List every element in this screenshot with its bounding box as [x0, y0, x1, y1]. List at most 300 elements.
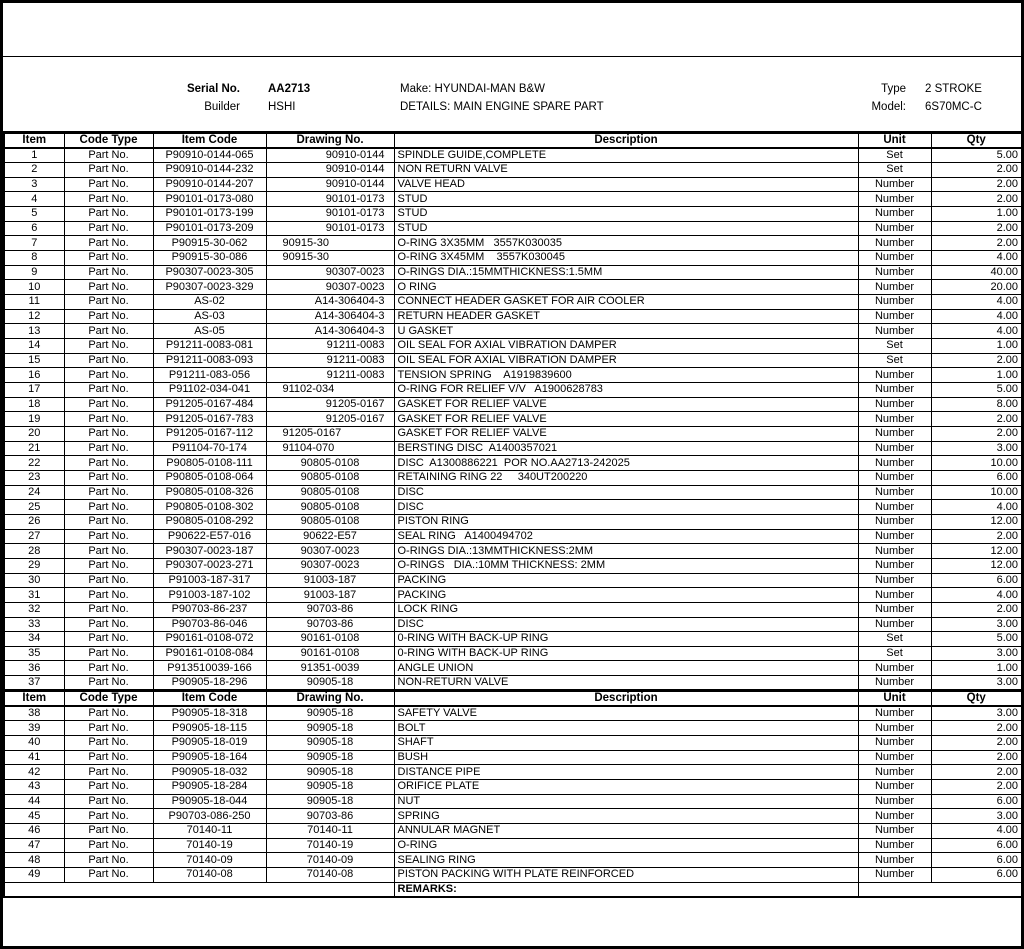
cell-qty: 2.00 — [931, 721, 1022, 736]
cell-code-type: Part No. — [64, 148, 153, 163]
cell-unit: Number — [858, 676, 931, 691]
cell-item: 45 — [4, 809, 64, 824]
cell-item: 44 — [4, 794, 64, 809]
cell-description: NON RETURN VALVE — [394, 163, 858, 178]
cell-qty: 8.00 — [931, 397, 1022, 412]
cell-qty: 4.00 — [931, 500, 1022, 515]
cell-drawing-no: 90703-86 — [266, 602, 394, 617]
cell-item: 5 — [4, 207, 64, 222]
cell-description: PACKING — [394, 573, 858, 588]
cell-item: 32 — [4, 602, 64, 617]
type-value: 2 STROKE — [925, 83, 982, 95]
cell-item-code: P91205-0167-783 — [153, 412, 266, 427]
table-row — [4, 765, 1022, 780]
cell-item-code: P90905-18-115 — [153, 721, 266, 736]
cell-unit: Set — [858, 353, 931, 368]
cell-drawing-no: 90915-30 — [266, 236, 394, 251]
cell-qty: 20.00 — [931, 280, 1022, 295]
cell-item: 46 — [4, 823, 64, 838]
cell-description: SPINDLE GUIDE,COMPLETE — [394, 148, 858, 163]
cell-unit: Number — [858, 721, 931, 736]
cell-drawing-no: 90910-0144 — [266, 177, 394, 192]
cell-description: O-RING 3X45MM 3557K030045 — [394, 251, 858, 266]
cell-drawing-no: 90703-86 — [266, 809, 394, 824]
cell-item: 38 — [4, 706, 64, 721]
cell-qty: 4.00 — [931, 309, 1022, 324]
cell-item-code: P90101-0173-080 — [153, 192, 266, 207]
cell-code-type: Part No. — [64, 573, 153, 588]
cell-code-type: Part No. — [64, 721, 153, 736]
cell-description: ANGLE UNION — [394, 661, 858, 676]
cell-drawing-no: 90307-0023 — [266, 544, 394, 559]
cell-item: 23 — [4, 470, 64, 485]
cell-drawing-no: 90161-0108 — [266, 646, 394, 661]
cell-drawing-no: 90805-0108 — [266, 470, 394, 485]
cell-qty: 4.00 — [931, 823, 1022, 838]
cell-drawing-no: 90101-0173 — [266, 192, 394, 207]
cell-drawing-no: 90307-0023 — [266, 280, 394, 295]
cell-unit: Number — [858, 706, 931, 721]
cell-item: 6 — [4, 221, 64, 236]
cell-code-type: Part No. — [64, 309, 153, 324]
cell-unit: Number — [858, 514, 931, 529]
cell-description: STUD — [394, 192, 858, 207]
cell-drawing-no: 90805-0108 — [266, 500, 394, 515]
cell-item: 18 — [4, 397, 64, 412]
cell-description: BOLT — [394, 721, 858, 736]
cell-unit: Number — [858, 485, 931, 500]
cell-unit: Number — [858, 838, 931, 853]
cell-item-code: P90910-0144-232 — [153, 163, 266, 178]
cell-description: SAFETY VALVE — [394, 706, 858, 721]
cell-item-code: P91104-70-174 — [153, 441, 266, 456]
cell-item-code: P91211-083-056 — [153, 368, 266, 383]
table-row — [4, 309, 1022, 324]
cell-item: 14 — [4, 339, 64, 354]
table-row — [4, 529, 1022, 544]
cell-description: U GASKET — [394, 324, 858, 339]
cell-qty: 6.00 — [931, 470, 1022, 485]
column-header: Drawing No. — [266, 133, 394, 149]
table-row — [4, 721, 1022, 736]
cell-drawing-no: 90805-0108 — [266, 456, 394, 471]
cell-qty: 2.00 — [931, 426, 1022, 441]
cell-item: 27 — [4, 529, 64, 544]
cell-unit: Number — [858, 368, 931, 383]
cell-drawing-no: 90703-86 — [266, 617, 394, 632]
builder-label: Builder — [204, 101, 240, 113]
cell-drawing-no: 90307-0023 — [266, 265, 394, 280]
cell-qty: 2.00 — [931, 779, 1022, 794]
table-row — [4, 485, 1022, 500]
cell-item-code: P90805-0108-064 — [153, 470, 266, 485]
cell-description: ORIFICE PLATE — [394, 779, 858, 794]
column-header: Description — [394, 691, 858, 707]
cell-item-code: P90101-0173-199 — [153, 207, 266, 222]
cell-code-type: Part No. — [64, 295, 153, 310]
cell-description: DISC — [394, 617, 858, 632]
model-value: 6S70MC-C — [925, 101, 982, 113]
cell-qty: 3.00 — [931, 809, 1022, 824]
cell-qty: 3.00 — [931, 646, 1022, 661]
table-row — [4, 383, 1022, 398]
cell-code-type: Part No. — [64, 412, 153, 427]
table-row — [4, 706, 1022, 721]
cell-item-code: P90307-0023-305 — [153, 265, 266, 280]
cell-drawing-no: 90905-18 — [266, 676, 394, 691]
table-row — [4, 163, 1022, 178]
cell-item-code: AS-05 — [153, 324, 266, 339]
cell-code-type: Part No. — [64, 177, 153, 192]
cell-code-type: Part No. — [64, 661, 153, 676]
cell-description: DISTANCE PIPE — [394, 765, 858, 780]
table-row — [4, 838, 1022, 853]
cell-description: OIL SEAL FOR AXIAL VIBRATION DAMPER — [394, 353, 858, 368]
cell-unit: Number — [858, 500, 931, 515]
cell-description: STUD — [394, 207, 858, 222]
cell-drawing-no: 90101-0173 — [266, 221, 394, 236]
cell-item-code: P90805-0108-302 — [153, 500, 266, 515]
cell-description: GASKET FOR RELIEF VALVE — [394, 426, 858, 441]
cell-drawing-no: 70140-19 — [266, 838, 394, 853]
cell-qty: 1.00 — [931, 339, 1022, 354]
cell-item-code: P91003-187-317 — [153, 573, 266, 588]
cell-code-type: Part No. — [64, 485, 153, 500]
cell-description: O-RINGS DIA.:10MM THICKNESS: 2MM — [394, 558, 858, 573]
cell-item-code: P90910-0144-207 — [153, 177, 266, 192]
cell-unit: Set — [858, 163, 931, 178]
model-label: Model: — [871, 101, 906, 113]
cell-item: 40 — [4, 735, 64, 750]
cell-item: 25 — [4, 500, 64, 515]
cell-item-code: P91003-187-102 — [153, 588, 266, 603]
cell-item-code: 70140-11 — [153, 823, 266, 838]
cell-item-code: P91102-034-041 — [153, 383, 266, 398]
cell-drawing-no: 90905-18 — [266, 779, 394, 794]
column-header: Unit — [858, 133, 931, 149]
cell-qty: 2.00 — [931, 236, 1022, 251]
cell-drawing-no: A14-306404-3 — [266, 324, 394, 339]
cell-unit: Number — [858, 280, 931, 295]
cell-code-type: Part No. — [64, 500, 153, 515]
table-row — [4, 251, 1022, 266]
column-header: Drawing No. — [266, 691, 394, 707]
table-row — [4, 573, 1022, 588]
cell-unit: Set — [858, 339, 931, 354]
cell-drawing-no: 90915-30 — [266, 251, 394, 266]
remarks-right-blank — [858, 882, 1022, 897]
cell-item: 43 — [4, 779, 64, 794]
cell-unit: Number — [858, 661, 931, 676]
table-row — [4, 265, 1022, 280]
table-row — [4, 192, 1022, 207]
cell-qty: 1.00 — [931, 368, 1022, 383]
cell-unit: Number — [858, 221, 931, 236]
cell-qty: 6.00 — [931, 794, 1022, 809]
table-row — [4, 602, 1022, 617]
cell-item: 15 — [4, 353, 64, 368]
cell-item-code: 70140-09 — [153, 853, 266, 868]
cell-unit: Number — [858, 441, 931, 456]
cell-item: 33 — [4, 617, 64, 632]
column-header: Code Type — [64, 691, 153, 707]
column-header: Description — [394, 133, 858, 149]
cell-unit: Number — [858, 456, 931, 471]
cell-qty: 2.00 — [931, 192, 1022, 207]
cell-code-type: Part No. — [64, 706, 153, 721]
cell-qty: 4.00 — [931, 588, 1022, 603]
cell-description: RETAINING RING 22 340UT200220 — [394, 470, 858, 485]
cell-qty: 2.00 — [931, 412, 1022, 427]
table-row — [4, 735, 1022, 750]
cell-qty: 40.00 — [931, 265, 1022, 280]
document-header — [3, 56, 1021, 131]
cell-description: STUD — [394, 221, 858, 236]
cell-code-type: Part No. — [64, 558, 153, 573]
table-row — [4, 867, 1022, 882]
cell-description: SEALING RING — [394, 853, 858, 868]
cell-item: 20 — [4, 426, 64, 441]
cell-item-code: P90905-18-019 — [153, 735, 266, 750]
cell-unit: Number — [858, 779, 931, 794]
cell-drawing-no: 91205-0167 — [266, 426, 394, 441]
cell-item-code: P91211-0083-081 — [153, 339, 266, 354]
cell-description: BUSH — [394, 750, 858, 765]
cell-qty: 2.00 — [931, 765, 1022, 780]
cell-qty: 12.00 — [931, 514, 1022, 529]
cell-item-code: P90905-18-296 — [153, 676, 266, 691]
cell-item: 26 — [4, 514, 64, 529]
cell-unit: Number — [858, 295, 931, 310]
cell-qty: 3.00 — [931, 441, 1022, 456]
cell-unit: Number — [858, 177, 931, 192]
cell-item: 21 — [4, 441, 64, 456]
cell-drawing-no: 90905-18 — [266, 750, 394, 765]
cell-code-type: Part No. — [64, 632, 153, 647]
cell-code-type: Part No. — [64, 265, 153, 280]
cell-item: 17 — [4, 383, 64, 398]
cell-item: 4 — [4, 192, 64, 207]
cell-item: 22 — [4, 456, 64, 471]
cell-description: DISC A1300886221 POR NO.AA2713-242025 — [394, 456, 858, 471]
cell-item: 11 — [4, 295, 64, 310]
cell-item: 9 — [4, 265, 64, 280]
cell-code-type: Part No. — [64, 529, 153, 544]
cell-unit: Number — [858, 192, 931, 207]
column-header: Item — [4, 691, 64, 707]
cell-description: NON-RETURN VALVE — [394, 676, 858, 691]
cell-item-code: P91205-0167-484 — [153, 397, 266, 412]
cell-item: 12 — [4, 309, 64, 324]
cell-unit: Number — [858, 588, 931, 603]
cell-item-code: P90805-0108-326 — [153, 485, 266, 500]
cell-unit: Number — [858, 265, 931, 280]
cell-unit: Number — [858, 558, 931, 573]
cell-drawing-no: 70140-09 — [266, 853, 394, 868]
cell-item: 47 — [4, 838, 64, 853]
cell-drawing-no: 91211-0083 — [266, 339, 394, 354]
cell-drawing-no: 90805-0108 — [266, 485, 394, 500]
cell-qty: 2.00 — [931, 735, 1022, 750]
cell-code-type: Part No. — [64, 602, 153, 617]
cell-unit: Number — [858, 617, 931, 632]
table-header-row — [4, 691, 1022, 707]
cell-item-code: P90915-30-086 — [153, 251, 266, 266]
cell-item: 19 — [4, 412, 64, 427]
cell-code-type: Part No. — [64, 765, 153, 780]
cell-item-code: P90703-86-237 — [153, 602, 266, 617]
cell-unit: Number — [858, 602, 931, 617]
cell-qty: 6.00 — [931, 867, 1022, 882]
cell-description: TENSION SPRING A1919839600 — [394, 368, 858, 383]
cell-item-code: P90307-0023-329 — [153, 280, 266, 295]
cell-item: 34 — [4, 632, 64, 647]
cell-item: 7 — [4, 236, 64, 251]
cell-unit: Number — [858, 809, 931, 824]
cell-description: O-RING — [394, 838, 858, 853]
cell-code-type: Part No. — [64, 456, 153, 471]
cell-code-type: Part No. — [64, 324, 153, 339]
cell-item-code: 70140-08 — [153, 867, 266, 882]
table-row — [4, 339, 1022, 354]
cell-item: 35 — [4, 646, 64, 661]
cell-item: 28 — [4, 544, 64, 559]
cell-code-type: Part No. — [64, 368, 153, 383]
cell-code-type: Part No. — [64, 853, 153, 868]
cell-description: SEAL RING A1400494702 — [394, 529, 858, 544]
cell-drawing-no: 91211-0083 — [266, 353, 394, 368]
cell-description: PACKING — [394, 588, 858, 603]
cell-unit: Number — [858, 823, 931, 838]
top-margin — [3, 3, 1021, 56]
cell-qty: 6.00 — [931, 838, 1022, 853]
cell-drawing-no: 90622-E57 — [266, 529, 394, 544]
cell-item: 37 — [4, 676, 64, 691]
cell-item-code: P90703-86-046 — [153, 617, 266, 632]
cell-description: 0-RING WITH BACK-UP RING — [394, 646, 858, 661]
cell-drawing-no: 91003-187 — [266, 588, 394, 603]
cell-qty: 2.00 — [931, 602, 1022, 617]
column-header: Item Code — [153, 133, 266, 149]
cell-item-code: P90905-18-044 — [153, 794, 266, 809]
cell-code-type: Part No. — [64, 794, 153, 809]
cell-unit: Number — [858, 794, 931, 809]
cell-unit: Set — [858, 632, 931, 647]
table-row — [4, 823, 1022, 838]
cell-code-type: Part No. — [64, 676, 153, 691]
cell-unit: Number — [858, 207, 931, 222]
cell-item: 29 — [4, 558, 64, 573]
cell-code-type: Part No. — [64, 867, 153, 882]
table-row — [4, 412, 1022, 427]
cell-item-code: P90622-E57-016 — [153, 529, 266, 544]
remarks-left-blank — [4, 882, 394, 897]
remarks-label: REMARKS: — [394, 882, 858, 897]
cell-qty: 4.00 — [931, 295, 1022, 310]
cell-item-code: P90161-0108-084 — [153, 646, 266, 661]
column-header: Qty — [931, 691, 1022, 707]
cell-item: 39 — [4, 721, 64, 736]
cell-unit: Number — [858, 470, 931, 485]
cell-unit: Number — [858, 236, 931, 251]
cell-description: GASKET FOR RELIEF VALVE — [394, 397, 858, 412]
table-row — [4, 177, 1022, 192]
table-row — [4, 544, 1022, 559]
cell-qty: 4.00 — [931, 324, 1022, 339]
cell-description: RETURN HEADER GASKET — [394, 309, 858, 324]
cell-qty: 10.00 — [931, 485, 1022, 500]
cell-description: SHAFT — [394, 735, 858, 750]
cell-item: 42 — [4, 765, 64, 780]
table-row — [4, 617, 1022, 632]
cell-drawing-no: 91003-187 — [266, 573, 394, 588]
cell-item-code: AS-02 — [153, 295, 266, 310]
cell-item-code: P90101-0173-209 — [153, 221, 266, 236]
cell-item-code: P90905-18-284 — [153, 779, 266, 794]
cell-item: 41 — [4, 750, 64, 765]
spare-parts-table — [3, 131, 1023, 898]
cell-qty: 12.00 — [931, 544, 1022, 559]
cell-code-type: Part No. — [64, 617, 153, 632]
builder-value: HSHI — [268, 101, 296, 113]
column-header: Unit — [858, 691, 931, 707]
cell-unit: Number — [858, 750, 931, 765]
cell-code-type: Part No. — [64, 383, 153, 398]
cell-item-code: P90905-18-318 — [153, 706, 266, 721]
table-row — [4, 221, 1022, 236]
cell-item-code: P90910-0144-065 — [153, 148, 266, 163]
table-row — [4, 368, 1022, 383]
cell-item-code: P913510039-166 — [153, 661, 266, 676]
cell-unit: Number — [858, 397, 931, 412]
cell-drawing-no: 90161-0108 — [266, 632, 394, 647]
table-row — [4, 295, 1022, 310]
cell-item: 48 — [4, 853, 64, 868]
cell-qty: 2.00 — [931, 163, 1022, 178]
cell-qty: 6.00 — [931, 853, 1022, 868]
table-row — [4, 280, 1022, 295]
table-row — [4, 236, 1022, 251]
cell-item: 2 — [4, 163, 64, 178]
cell-item-code: P90915-30-062 — [153, 236, 266, 251]
cell-item-code: P90805-0108-111 — [153, 456, 266, 471]
cell-item: 16 — [4, 368, 64, 383]
cell-qty: 3.00 — [931, 617, 1022, 632]
table-row — [4, 353, 1022, 368]
cell-qty: 2.00 — [931, 177, 1022, 192]
cell-drawing-no: 90905-18 — [266, 706, 394, 721]
table-row — [4, 558, 1022, 573]
cell-item: 49 — [4, 867, 64, 882]
cell-description: O-RING FOR RELIEF V/V A1900628783 — [394, 383, 858, 398]
cell-unit: Number — [858, 573, 931, 588]
remarks-row — [4, 882, 1022, 897]
column-header: Item Code — [153, 691, 266, 707]
cell-qty: 2.00 — [931, 529, 1022, 544]
cell-code-type: Part No. — [64, 207, 153, 222]
table-row — [4, 588, 1022, 603]
table-row — [4, 632, 1022, 647]
cell-item: 10 — [4, 280, 64, 295]
cell-description: BERSTING DISC A1400357021 — [394, 441, 858, 456]
cell-code-type: Part No. — [64, 163, 153, 178]
cell-drawing-no: 70140-11 — [266, 823, 394, 838]
column-header: Code Type — [64, 133, 153, 149]
cell-item: 30 — [4, 573, 64, 588]
cell-code-type: Part No. — [64, 823, 153, 838]
cell-qty: 5.00 — [931, 632, 1022, 647]
table-row — [4, 456, 1022, 471]
